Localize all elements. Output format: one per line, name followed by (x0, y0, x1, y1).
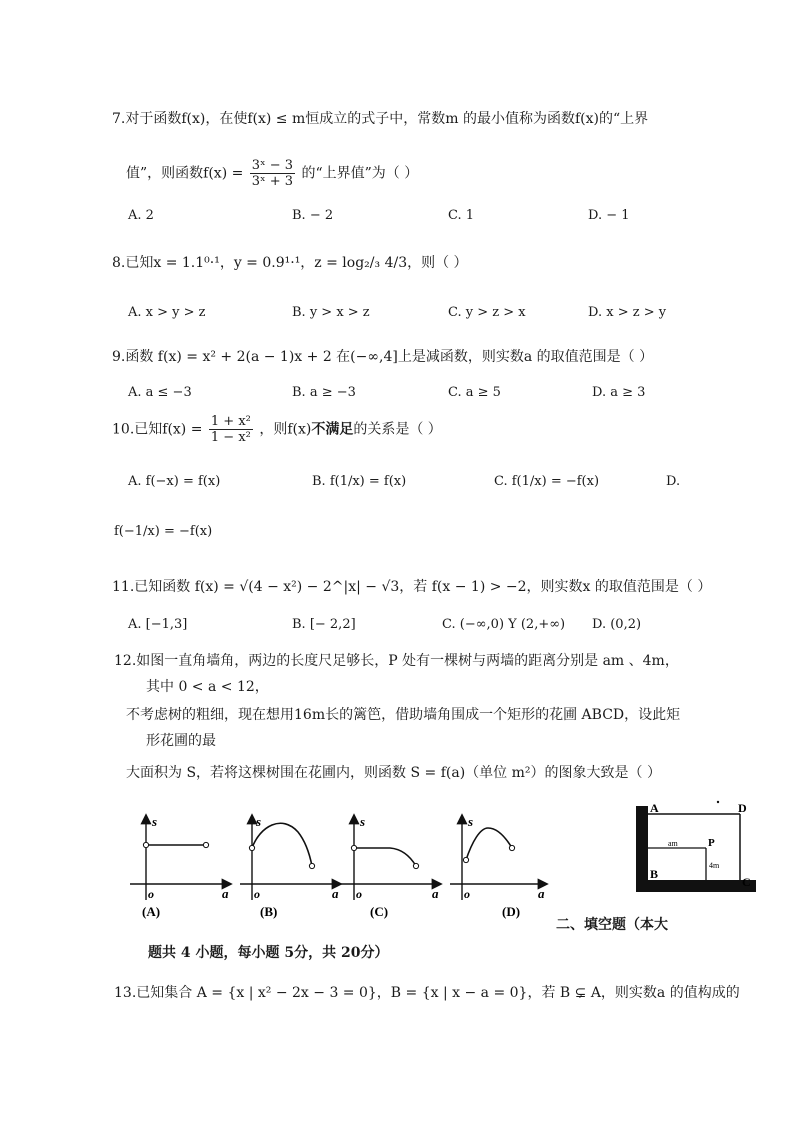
bottom-wall (636, 880, 756, 892)
graph-d-s: s (468, 814, 474, 829)
q8-option-c: C. y > z > x (448, 305, 526, 320)
section2-heading-cont: 题共 4 小题，每小题 5分，共 20分） (148, 945, 389, 961)
q8-option-d: D. x > z > y (588, 305, 667, 320)
q10-line (112, 414, 442, 445)
q10-frac-den: 1 − x² (210, 430, 251, 445)
graph-d-a: a (538, 886, 545, 901)
q10-option-d-cont: f(−1/x) = −f(x) (114, 524, 213, 539)
q9-option-a: A. a ≤ −3 (128, 385, 192, 400)
graph-a-s: s (152, 814, 158, 829)
graph-b-o: o (254, 887, 260, 901)
q10-option-c: C. f(1/x) = −f(x) (494, 474, 600, 489)
graph-b-a: a (332, 886, 339, 901)
graph-c-a: a (432, 886, 439, 901)
q12-line1: 12.如图一直角墙角，两边的长度尺足够长，P 处有一棵树与两墙的距离分别是 am 、4m， (114, 653, 679, 669)
graph-a (130, 814, 230, 919)
q10-option-b: B. f(1/x) = f(x) (312, 474, 407, 489)
q9-text: 9.函数 f(x) = x² + 2(a − 1)x + 2 在(−∞,4]上是减函数，则实数a 的取值范围是（ ） (112, 349, 654, 365)
graph-b-label: (B) (260, 904, 278, 919)
graph-d-label: (D) (502, 904, 521, 919)
q10-suffix: 的关系是（ ） (353, 421, 442, 438)
q7-suffix: 的“上界值”为（ ） (301, 165, 419, 182)
q12-corner-figure (630, 796, 762, 896)
q7-frac-den: 3ˣ + 3 (251, 174, 294, 189)
q7-line1: 7.对于函数f(x)，在使f(x) ≤ m恒成立的式子中，常数m 的最小值称为函数f(x)的“上界 (112, 111, 649, 127)
q11-option-b: B. [− 2,2] (292, 617, 356, 632)
q12-line5: 大面积为 S，若将这棵树围在花圃内，则函数 S = f(a)（单位 m²）的图象大致是（ ） (126, 765, 661, 781)
left-wall (636, 806, 648, 890)
q7-fraction (250, 158, 295, 189)
q9-option-d: D. a ≥ 3 (592, 385, 646, 400)
q11-option-c: C. (−∞,0) Y (2,+∞) (442, 617, 566, 632)
q7-prefix: 值”，则函数f(x) = (126, 165, 244, 182)
q10-prefix: 10.已知f(x) = (112, 421, 203, 438)
graph-b (240, 814, 340, 919)
q8-text: 8.已知x = 1.1⁰·¹，y = 0.9¹·¹，z = log₂/₃ 4/3，则（ ） (112, 255, 468, 271)
q9-option-c: C. a ≥ 5 (448, 385, 501, 400)
q8-option-a: A. x > y > z (128, 305, 206, 320)
q13-text: 13.已知集合 A = {x | x² − 2x − 3 = 0}，B = {x | x − a = 0}，若 B ⊊ A，则实数a 的值构成的 (114, 985, 740, 1001)
q10-option-d: D. (666, 474, 681, 489)
graph-c-o: o (356, 887, 362, 901)
q7-option-a: A. 2 (128, 208, 154, 223)
q7-option-d: D. − 1 (588, 208, 630, 223)
q12-line4: 形花圃的最 (146, 733, 216, 749)
graph-c-s: s (360, 814, 366, 829)
section2-heading: 二、填空题（本大 (556, 917, 668, 933)
q11-text: 11.已知函数 f(x) = √(4 − x²) − 2^|x| − √3，若 f(x − 1) > −2，则实数x 的取值范围是（ ） (112, 579, 712, 595)
q8-option-b: B. y > x > z (292, 305, 370, 320)
q11-option-a: A. [−1,3] (128, 617, 188, 632)
q11-option-d: D. (0,2) (592, 617, 642, 632)
q10-bold: 不满足 (311, 421, 354, 438)
graph-c-label: (C) (370, 904, 389, 919)
q9-option-b: B. a ≥ −3 (292, 385, 356, 400)
graph-d (450, 814, 546, 919)
graph-d-o: o (464, 887, 470, 901)
corner-label-b: B (650, 867, 659, 881)
graph-c (340, 814, 440, 919)
graph-b-s: s (256, 814, 262, 829)
q10-option-a: A. f(−x) = f(x) (128, 474, 221, 489)
q12-line3: 不考虑树的粗细，现在想用16m长的篱笆，借助墙角围成一个矩形的花圃 ABCD，设此矩 (126, 707, 681, 723)
corner-label-c: C (742, 875, 751, 889)
q7-option-c: C. 1 (448, 208, 475, 223)
corner-label-d: D (738, 801, 747, 815)
q7-option-b: B. − 2 (292, 208, 334, 223)
corner-label-4m: 4m (709, 861, 720, 870)
corner-label-am: am (668, 839, 678, 848)
q10-frac-num: 1 + x² (210, 414, 251, 429)
q12-graphs (120, 808, 560, 928)
graph-a-o: o (148, 887, 154, 901)
q7-line2 (126, 158, 418, 189)
graph-a-a: a (222, 886, 229, 901)
corner-label-a: A (650, 801, 659, 815)
corner-label-p: P (708, 837, 715, 849)
q12-line2: 其中 0 < a < 12， (146, 679, 269, 695)
graph-a-label: (A) (142, 904, 161, 919)
q10-middle: ，则f(x) (259, 421, 312, 438)
q10-fraction (209, 414, 253, 445)
q7-frac-num: 3ˣ − 3 (251, 158, 294, 173)
